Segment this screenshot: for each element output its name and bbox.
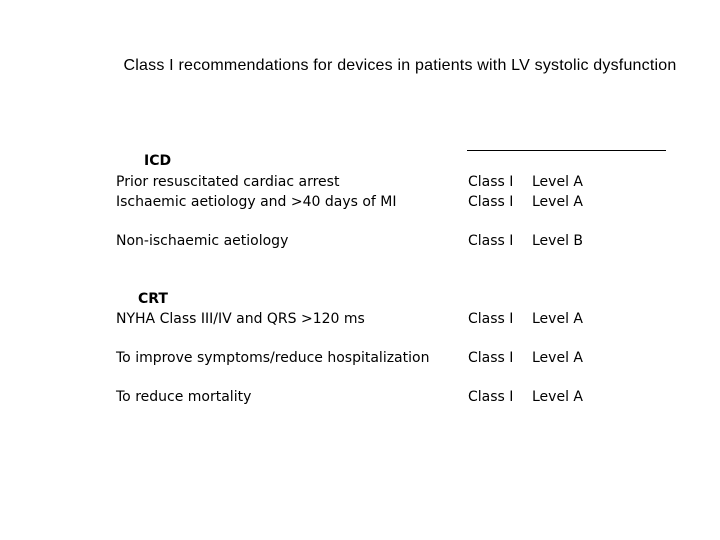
slide-title: Class I recommendations for devices in patients with LV systolic dysfunction — [123, 57, 677, 74]
class-label: Class I — [468, 194, 514, 210]
section-heading-crt: CRT — [138, 291, 168, 307]
level-label: Level A — [532, 350, 583, 366]
column-divider — [467, 150, 666, 151]
indication-label: To reduce mortality — [116, 389, 252, 405]
indication-label: Prior resuscitated cardiac arrest — [116, 174, 340, 190]
class-label: Class I — [468, 350, 514, 366]
indication-label: To improve symptoms/reduce hospitalization — [116, 350, 430, 366]
class-label: Class I — [468, 389, 514, 405]
level-label: Level A — [532, 311, 583, 327]
indication-label: NYHA Class III/IV and QRS >120 ms — [116, 311, 365, 327]
class-label: Class I — [468, 311, 514, 327]
level-label: Level A — [532, 194, 583, 210]
class-label: Class I — [468, 174, 514, 190]
level-label: Level B — [532, 233, 584, 249]
level-label: Level A — [532, 174, 583, 190]
indication-label: Non-ischaemic aetiology — [116, 233, 289, 249]
level-label: Level A — [532, 389, 583, 405]
indication-label: Ischaemic aetiology and >40 days of MI — [116, 194, 397, 210]
section-heading-icd: ICD — [144, 153, 172, 169]
class-label: Class I — [468, 233, 514, 249]
